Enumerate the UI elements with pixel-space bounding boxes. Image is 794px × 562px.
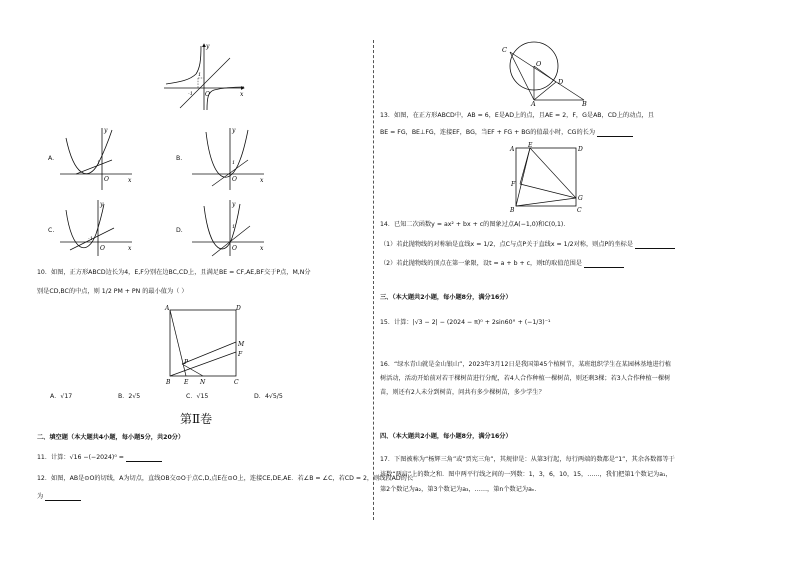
section4-header: 四、（本大题共2小题，每小题8分，满分16分） bbox=[380, 433, 512, 440]
svg-text:C: C bbox=[577, 207, 582, 214]
q10-line2-b: 的最小值为（ ） bbox=[142, 288, 188, 295]
option-d-graph bbox=[190, 198, 270, 258]
svg-text:E: E bbox=[528, 142, 533, 149]
svg-text:F: F bbox=[511, 181, 516, 188]
q10-line1: 10．如图，正方形ABCD边长为4，E,F分别在边BC,CD上，且满足BE = CF,AE,BF交于P点，M,N分 bbox=[37, 269, 311, 276]
svg-text:1: 1 bbox=[232, 224, 236, 230]
svg-text:1: 1 bbox=[232, 160, 236, 166]
q10-line2 bbox=[37, 287, 188, 296]
q16-line1: 16．“绿水青山就是金山银山”，2023年3月12日是我国第45个植树节，某班组织学生在某园林基地进行植 bbox=[380, 361, 672, 368]
option-b-graph bbox=[190, 124, 270, 192]
origin-label: O bbox=[205, 91, 210, 98]
q10-formula: 1/2 PM + PN bbox=[101, 288, 141, 295]
option-c-graph bbox=[58, 198, 138, 258]
tick-one: 1 bbox=[198, 72, 202, 78]
svg-text:A: A bbox=[165, 305, 170, 312]
svg-text:x: x bbox=[128, 245, 132, 252]
q17-line2: 该数“两肩”上的数之和．图中两平行线之间的一列数：1，3，6，10，15，……，我们把第1个数记为a₁， bbox=[380, 471, 672, 478]
q12-line2 bbox=[37, 492, 81, 501]
svg-text:F: F bbox=[238, 351, 243, 358]
part-two-title: 第Ⅱ卷 bbox=[180, 412, 213, 426]
svg-text:E: E bbox=[184, 379, 189, 386]
svg-text:B: B bbox=[166, 379, 171, 386]
svg-text:O: O bbox=[100, 245, 105, 252]
q10-line2-a: 别是CD,BC的中点，则 bbox=[37, 288, 100, 295]
column-divider bbox=[373, 40, 374, 520]
svg-text:x: x bbox=[260, 245, 264, 252]
q14-sub1-answer-blank[interactable] bbox=[635, 241, 675, 249]
option-a-label: A. bbox=[48, 155, 55, 162]
option-a-graph bbox=[58, 124, 138, 192]
svg-text:y: y bbox=[232, 201, 236, 208]
q14-sub2 bbox=[380, 259, 624, 268]
svg-text:M: M bbox=[238, 341, 245, 348]
q13-text: BE = FG，BE⊥FG，连接EF，BG，当EF + FG + BG的值最小时，CG的长为 bbox=[380, 129, 596, 136]
q10-option-a: A．√17 bbox=[50, 393, 73, 400]
q11-answer-blank[interactable] bbox=[126, 454, 162, 462]
option-c-label: C. bbox=[48, 227, 55, 234]
q12-answer-blank[interactable] bbox=[45, 493, 81, 501]
q12-circle-figure bbox=[494, 40, 594, 106]
q10-option-b: B．2√5 bbox=[118, 393, 141, 400]
svg-text:A: A bbox=[531, 100, 536, 106]
q17-line1: 17．下图被称为“杨辉三角”或“贾宪三角”，其规律是：从第3行起，每行两端的数都是“1”，其余各数都等于 bbox=[380, 456, 675, 463]
q13-line1: 13．如图，在正方形ABCD中，AB = 6，E是AD上的点，且AE = 2，F，G是AB，CD上的动点，且 bbox=[380, 112, 654, 119]
svg-text:A: A bbox=[510, 146, 515, 153]
q14-line1: 14．已知二次函数y = ax² + bx + c的图象过点A(−1,0)和C(0,1)． bbox=[380, 221, 570, 228]
svg-text:G: G bbox=[578, 195, 583, 202]
svg-text:x: x bbox=[128, 177, 132, 184]
svg-text:O: O bbox=[104, 176, 109, 183]
svg-text:y: y bbox=[100, 201, 104, 208]
q11 bbox=[37, 453, 162, 462]
svg-text:B: B bbox=[510, 207, 515, 214]
svg-text:C: C bbox=[502, 46, 507, 54]
q10-option-c: C．√15 bbox=[186, 393, 209, 400]
q17-line3: 第2个数记为a₂，第3个数记为a₃，……，第n个数记为aₙ． bbox=[380, 486, 541, 493]
svg-text:x: x bbox=[260, 177, 264, 184]
q14-sub2-answer-blank[interactable] bbox=[584, 260, 624, 268]
q16-line2: 树活动，活动开始前对若干棵树苗进行分配，若4人合作种植一棵树苗，则还剩3棵；若3人合作种植一棵树 bbox=[380, 375, 671, 382]
q14-sub2-text: （2）若此抛物线的顶点在第一象限，设t = a + b + c，则t的取值范围是 bbox=[380, 260, 582, 267]
axis-y-label: y bbox=[206, 43, 210, 50]
section2-header: 二、填空题（本大题共4小题，每小题5分，共20分） bbox=[37, 434, 185, 441]
q14-sub1 bbox=[380, 240, 675, 249]
q15: 15．计算：|√3 − 2| − (2024 − π)⁰ + 2sin60° + (−1/3)⁻¹ bbox=[380, 319, 551, 326]
option-b-label: B. bbox=[176, 155, 183, 162]
svg-text:C: C bbox=[234, 379, 239, 386]
option-d-label: D. bbox=[176, 227, 183, 234]
svg-text:D: D bbox=[558, 78, 564, 86]
section3-header: 三、（本大题共2小题，每小题8分，满分16分） bbox=[380, 294, 512, 301]
q10-option-d: D．4√5/5 bbox=[254, 393, 283, 400]
svg-text:O: O bbox=[232, 245, 237, 252]
svg-text:D: D bbox=[236, 305, 241, 312]
svg-text:P: P bbox=[184, 359, 189, 366]
q13-answer-blank[interactable] bbox=[597, 129, 633, 137]
q10-square-figure bbox=[160, 300, 250, 388]
svg-text:O: O bbox=[232, 176, 237, 183]
svg-text:B: B bbox=[582, 100, 587, 106]
svg-text:y: y bbox=[232, 127, 236, 134]
q13-line2 bbox=[380, 128, 633, 137]
svg-text:D: D bbox=[578, 146, 583, 153]
q13-square-figure bbox=[506, 142, 588, 214]
q12-text: 为 bbox=[37, 493, 44, 500]
q14-sub1-text: （1）若此抛物线的对称轴是直线x = 1/2，点C与点P关于直线x = 1/2对称，则点P的坐标是 bbox=[380, 241, 634, 248]
svg-text:y: y bbox=[104, 127, 108, 134]
tick-neg-one: -1 bbox=[188, 91, 193, 97]
svg-text:-1: -1 bbox=[88, 236, 93, 242]
svg-text:1: 1 bbox=[97, 160, 101, 166]
axis-x-label: x bbox=[240, 91, 244, 98]
q11-text: 11．计算：√16 −(−2024)⁰ = bbox=[37, 454, 124, 461]
svg-text:O: O bbox=[536, 60, 542, 68]
q12-line1: 12．如图，AB是⊙O的切线，A为切点，直线OB交⊙O于点C,D,点E在⊙O上，连接CE,DE,AE．若∠B = ∠C，若CD = 2，则线段AD的长 bbox=[37, 475, 414, 482]
q16-line3: 苗，则还有2人未分到树苗，问共有多少棵树苗，多少学生？ bbox=[380, 389, 545, 396]
function-graph-top bbox=[160, 40, 250, 112]
svg-text:N: N bbox=[200, 379, 206, 386]
